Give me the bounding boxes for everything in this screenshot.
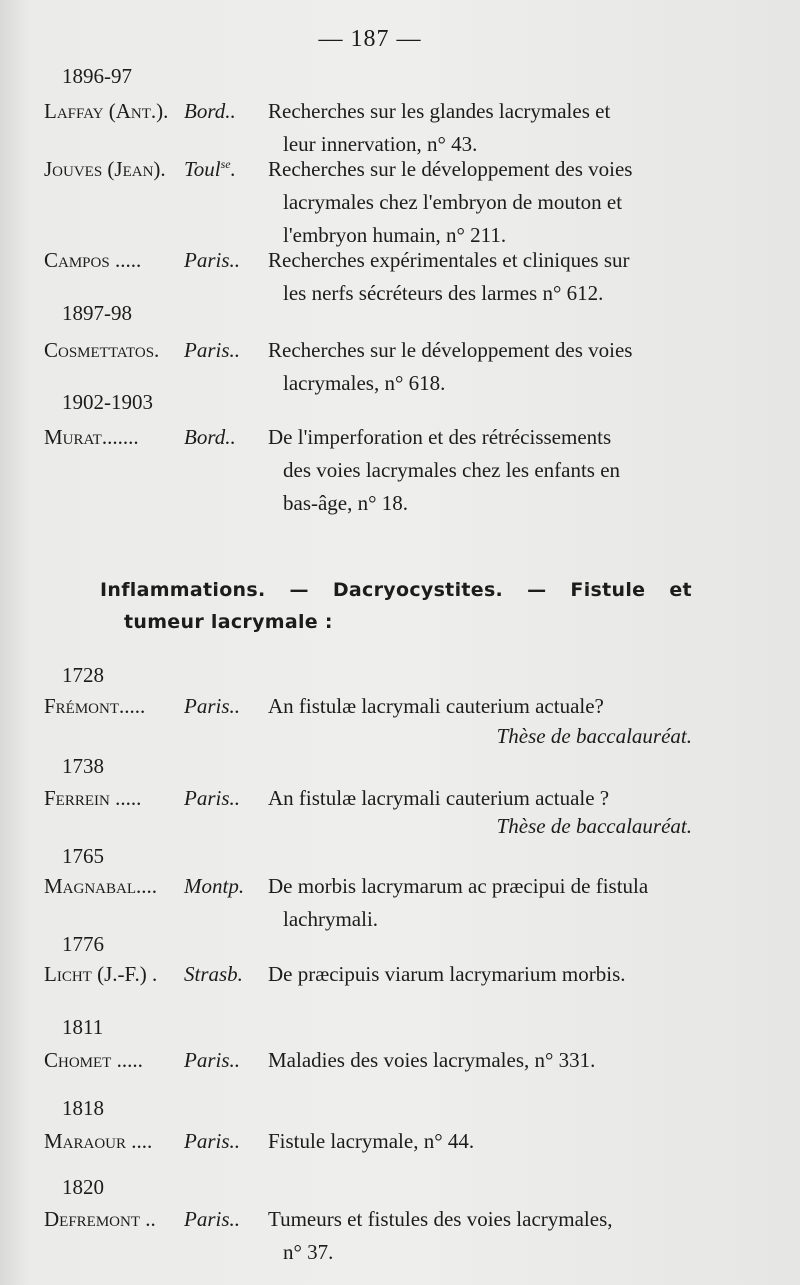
entry-title: De morbis lacrymarum ac præcipui de fistula lachrymali. (268, 874, 649, 931)
entry-title: Fistule lacrymale, n° 44. (268, 1129, 475, 1153)
section-heading (100, 574, 692, 638)
page-number: — 187 — (318, 26, 422, 52)
entry-title: Recherches expérimentales et cliniques sur les nerfs sécréteurs des larmes n° 612. (268, 248, 630, 305)
heading-part-inflammations: Inflammations. (100, 579, 266, 601)
entry-title: Tumeurs et fistules des voies lacrymales, n° 37. (268, 1207, 613, 1264)
entry-title: Recherches sur le développement des voies lacrymales, n° 618. (268, 338, 633, 395)
entry-author: Jouves (Jean). (44, 157, 166, 181)
entry-city: Paris.. (184, 338, 241, 362)
entry-title: De l'imperforation et des rétrécissements des voies lacrymales chez les enfants en bas-âge, n° 18. (268, 425, 621, 515)
entry-title: Recherches sur les glandes lacrymales et leur innervation, n° 43. (268, 99, 611, 156)
entry-year: 1728 (62, 663, 104, 687)
entry-year: 1820 (62, 1175, 104, 1199)
entry-author: Campos ..... (44, 248, 142, 272)
entry-year: 1818 (62, 1096, 104, 1120)
entry-author: Laffay (Ant.). (44, 99, 169, 123)
entry-city: Strasb. (184, 962, 243, 986)
heading-part-fistule: Fistule (570, 579, 646, 601)
entry-title: Maladies des voies lacrymales, n° 331. (268, 1048, 596, 1072)
entry-note: Thèse de baccalauréat. (496, 724, 692, 748)
entry-year: 1897-98 (62, 301, 132, 325)
entry-city: Paris.. (184, 248, 241, 272)
entry-city: Montp. (184, 874, 245, 898)
entry-city: Paris.. (184, 786, 241, 810)
entry-city: Paris.. (184, 1207, 241, 1231)
entry-city: Paris.. (184, 694, 241, 718)
entry-city: Bord.. (184, 425, 236, 449)
entry-year: 1765 (62, 844, 104, 868)
heading-dash: — (527, 579, 547, 601)
entry-author: Cosmettatos. (44, 338, 160, 362)
entry-year: 1896-97 (62, 64, 132, 88)
entry-year: 1811 (62, 1015, 104, 1039)
entry-author: Magnabal.... (44, 874, 158, 898)
entry-city: Toul$^{se}$. (184, 157, 236, 181)
entry-author: Defremont .. (44, 1207, 156, 1231)
entry-city: Bord.. (184, 99, 236, 123)
heading-part-dacryocystites: Dacryocystites. (332, 579, 504, 601)
entry-author: Maraour .... (44, 1129, 153, 1153)
entry-note: Thèse de baccalauréat. (496, 814, 692, 838)
entry-city: Paris.. (184, 1048, 241, 1072)
heading-part-et: et (669, 579, 692, 601)
entry-year: 1776 (62, 932, 104, 956)
entry-author: Chomet ..... (44, 1048, 143, 1072)
entry-title: De præcipuis viarum lacrymarium morbis. (268, 962, 626, 986)
heading-line-2: tumeur lacrymale : (124, 611, 333, 633)
entry-title: An fistulæ lacrymali cauterium actuale? (268, 694, 604, 718)
entry-city: Paris.. (184, 1129, 241, 1153)
entry-author: Murat....... (44, 425, 139, 449)
entry-title: Recherches sur le développement des voies lacrymales chez l'embryon de mouton et l'embryon humain, n° 211. (268, 157, 633, 247)
entry-year: 1902-1903 (62, 390, 153, 414)
entry-author: Frémont..... (44, 694, 146, 718)
entry-author: Licht (J.-F.) . (44, 962, 158, 986)
entry-author: Ferrein ..... (44, 786, 142, 810)
heading-dash: — (289, 579, 309, 601)
entry-title: An fistulæ lacrymali cauterium actuale ? (268, 786, 610, 810)
entry-year: 1738 (62, 754, 104, 778)
